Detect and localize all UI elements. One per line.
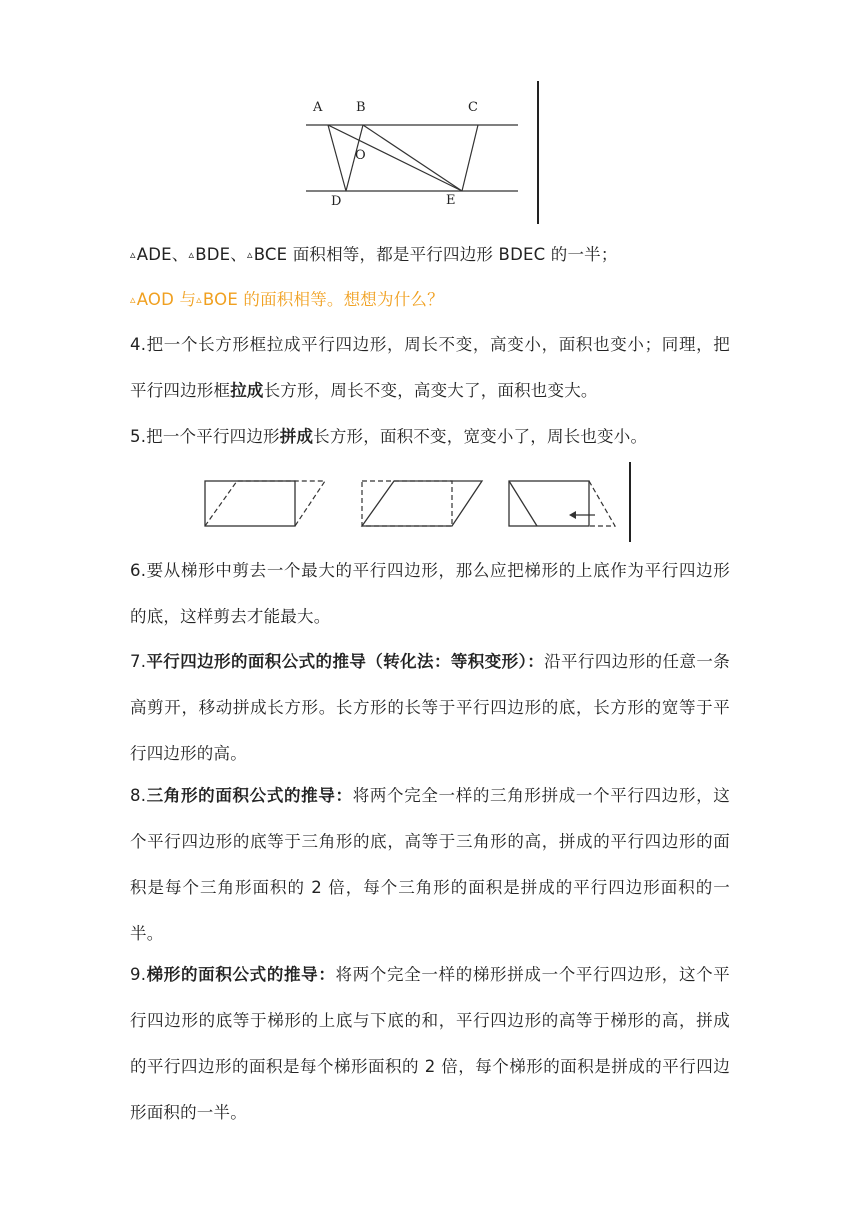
segment-be (363, 125, 462, 191)
figure-parallel-lines-triangles (300, 78, 550, 228)
label-e: E (446, 193, 456, 208)
paragraph-6: 6.要从梯形中剪去一个最大的平行四边形，那么应把梯形的上底作为平行四边形的底，这样剪去才能最大。 (130, 561, 730, 626)
segment-ce (462, 125, 478, 191)
paragraph-9: 9.梯形的面积公式的推导：将两个完全一样的梯形拼成一个平行四边形，这个平行四边形的底等于梯形的上底与下底的和，平行四边形的高等于梯形的高，拼成的平行四边形的面积是每个梯形面积的 2 倍，每个梯形的面积是拼成的平行四边形面积的一半。 (130, 965, 730, 1122)
paragraph-5: 5.把一个平行四边形拼成长方形，面积不变，宽变小了，周长也变小。 (130, 427, 648, 446)
label-c: C (468, 100, 478, 115)
paragraph-4: 4.把一个长方形框拉成平行四边形，周长不变，高变小，面积也变小；同理，把平行四边形框拉成长方形，周长不变，高变大了，面积也变大。 (130, 335, 730, 400)
diagram-1 (205, 481, 325, 526)
figure-rectangle-parallelogram (195, 458, 640, 548)
triangle-symbol: ▵ (246, 248, 253, 261)
segment-ad (328, 125, 346, 191)
line-equal-areas-1: ▵ADE、▵BDE、▵BCE 面积相等，都是平行四边形 BDEC 的一半； (130, 245, 618, 264)
label-d: D (331, 194, 342, 209)
triangle-symbol: ▵ (188, 248, 195, 261)
diagram-3 (509, 481, 615, 526)
label-o: O (355, 148, 366, 163)
triangle-symbol: ▵ (130, 293, 136, 306)
triangle-symbol: ▵ (130, 248, 136, 261)
paragraph-8: 8.三角形的面积公式的推导：将两个完全一样的三角形拼成一个平行四边形，这个平行四边形的底等于三角形的底，高等于三角形的高，拼成的平行四边形的面积是每个三角形面积的 2 倍，每个三角形的面积是拼成的平行四边形面积的一半。 (130, 786, 730, 943)
paragraph-7: 7.平行四边形的面积公式的推导（转化法：等积变形）：沿平行四边形的任意一条高剪开，移动拼成长方形。长方形的长等于平行四边形的底，长方形的宽等于平行四边形的高。 (130, 652, 730, 763)
label-a: A (313, 100, 323, 115)
line-equal-areas-2: ▵AOD 与▵BOE 的面积相等。想想为什么？ (130, 290, 444, 309)
diagram-2 (362, 481, 482, 526)
triangle-symbol: ▵ (196, 293, 202, 306)
label-b: B (356, 100, 366, 115)
